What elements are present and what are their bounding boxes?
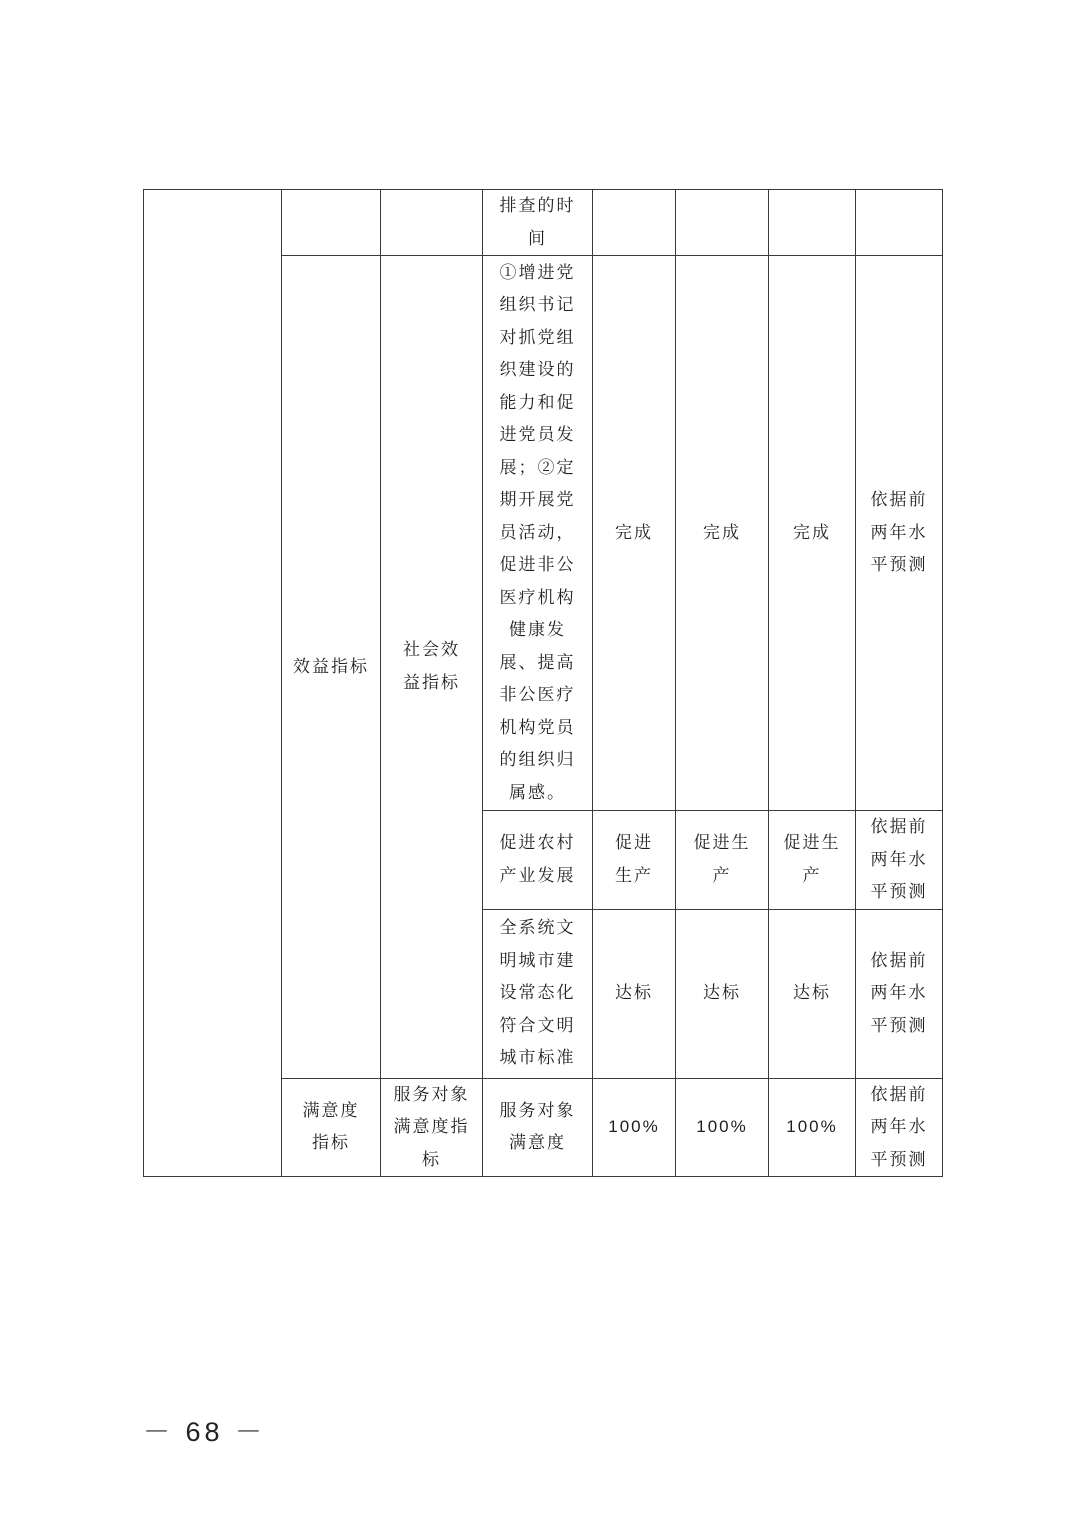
indicator-cell: 全系统文明城市建设常态化符合文明城市标准 xyxy=(483,909,593,1078)
second-level-cell: 满意度指标 xyxy=(282,1078,381,1177)
value-cell: 100% xyxy=(769,1078,856,1177)
performance-indicator-table xyxy=(143,189,943,1177)
indicator-cell: ①增进党组织书记对抓党组织建设的能力和促进党员发展；②定期开展党员活动，促进非公医疗机构健康发展、提高非公医疗机构党员的组织归属感。 xyxy=(483,256,593,811)
third-level-cell: 服务对象满意度指标 xyxy=(381,1078,483,1177)
basis-cell: 依据前两年水平预测 xyxy=(856,811,943,910)
value-cell: 达标 xyxy=(769,909,856,1078)
table-row xyxy=(144,190,943,256)
first-level-empty-cell xyxy=(144,190,282,1177)
value-cell: 促进生产 xyxy=(769,811,856,910)
empty-cell xyxy=(676,190,769,256)
indicator-cell: 排查的时间 xyxy=(483,190,593,256)
empty-cell xyxy=(282,190,381,256)
empty-cell xyxy=(769,190,856,256)
empty-cell xyxy=(593,190,676,256)
value-cell: 完成 xyxy=(769,256,856,811)
value-cell: 达标 xyxy=(593,909,676,1078)
empty-cell xyxy=(856,190,943,256)
empty-cell xyxy=(381,190,483,256)
basis-cell: 依据前两年水平预测 xyxy=(856,1078,943,1177)
indicator-cell: 促进农村产业发展 xyxy=(483,811,593,910)
indicator-cell: 服务对象满意度 xyxy=(483,1078,593,1177)
value-cell: 促进生产 xyxy=(593,811,676,910)
value-cell: 100% xyxy=(676,1078,769,1177)
basis-cell: 依据前两年水平预测 xyxy=(856,256,943,811)
value-cell: 促进生产 xyxy=(676,811,769,910)
page-number: － 68 － xyxy=(143,1417,267,1447)
value-cell: 100% xyxy=(593,1078,676,1177)
value-cell: 完成 xyxy=(593,256,676,811)
basis-cell: 依据前两年水平预测 xyxy=(856,909,943,1078)
value-cell: 达标 xyxy=(676,909,769,1078)
third-level-cell: 社会效益指标 xyxy=(381,256,483,1079)
value-cell: 完成 xyxy=(676,256,769,811)
second-level-cell: 效益指标 xyxy=(282,256,381,1079)
